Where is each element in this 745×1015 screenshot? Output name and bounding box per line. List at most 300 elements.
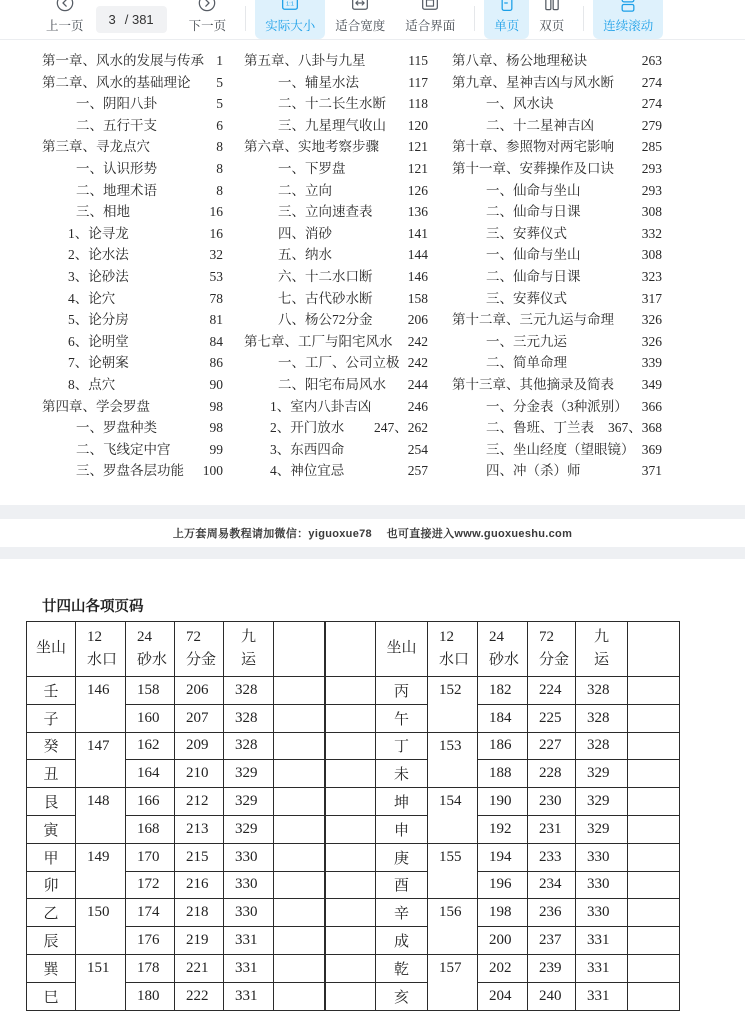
toc-entry-title: 第一章、风水的发展与传承 xyxy=(42,53,204,68)
table-cell: 221 xyxy=(175,954,224,982)
toc-entry-title: 第七章、工厂与阳宅风水 xyxy=(244,333,393,349)
toc-entry-page: 285 xyxy=(641,139,662,155)
table-cell: 巽 xyxy=(27,954,76,982)
table-cell: 艮 xyxy=(27,788,76,816)
toc-entry-page: 308 xyxy=(641,204,662,220)
toc-entry-page: 158 xyxy=(407,290,428,306)
toc-entry xyxy=(244,223,428,245)
toc-entry xyxy=(452,460,662,482)
table-cell: 149 xyxy=(76,843,126,899)
table-cell: 丑 xyxy=(27,760,76,788)
toc-entry-title: 第四章、学会罗盘 xyxy=(42,398,150,414)
toc-entry xyxy=(42,309,223,331)
fit-width-label: 适合宽度 xyxy=(335,19,386,33)
fit-width-arrows-icon xyxy=(350,0,370,13)
table-row xyxy=(27,982,325,1010)
table-cell: 331 xyxy=(576,954,628,982)
page-gap xyxy=(0,547,745,559)
toc-entry-title: 一、分金表（3种派别） xyxy=(486,398,628,414)
table-empty-cell xyxy=(274,815,325,843)
table-row xyxy=(27,760,325,788)
table-cell: 215 xyxy=(175,843,224,871)
table-cell: 331 xyxy=(224,927,274,955)
toc-entry-title: 三、九星理气收山 xyxy=(278,117,386,133)
toc-entry-page: 136 xyxy=(407,204,428,220)
table-empty-cell xyxy=(274,899,325,927)
table-column-header: 72 分金 xyxy=(528,622,576,677)
toc-entry-title: 第十二章、三元九运与命理 xyxy=(452,312,614,328)
chevron-left-circle-icon xyxy=(55,0,75,13)
table-cell: 329 xyxy=(224,815,274,843)
table-row xyxy=(326,954,680,982)
table-empty-cell xyxy=(628,927,680,955)
table-cell: 213 xyxy=(175,815,224,843)
table-empty-cell xyxy=(274,677,325,705)
table-cell: 210 xyxy=(175,760,224,788)
fit-window-button[interactable] xyxy=(395,0,465,39)
toc-entry-page: 323 xyxy=(641,268,662,284)
table-cell: 240 xyxy=(528,982,576,1010)
svg-text:1:1: 1:1 xyxy=(286,1,295,8)
table-row xyxy=(326,788,680,816)
toc-entry-page: 279 xyxy=(641,117,662,133)
toc-entry-page: 326 xyxy=(641,333,662,349)
table-cell: 146 xyxy=(76,677,126,733)
prev-page-label: 上一页 xyxy=(46,19,84,33)
toc-entry-title: 4、神位宜忌 xyxy=(270,463,345,479)
table-empty-cell xyxy=(274,843,325,871)
table-cell: 328 xyxy=(576,732,628,760)
continuous-scroll-button[interactable] xyxy=(593,0,663,39)
table-empty-cell xyxy=(326,815,376,843)
toc-entry xyxy=(244,417,428,439)
toc-entry-title: 三、坐山经度（望眼镜） xyxy=(486,441,635,457)
table-empty-cell xyxy=(274,871,325,899)
toc-entry-page: 366 xyxy=(641,398,662,414)
toc-entry xyxy=(42,93,223,115)
toc-entry xyxy=(244,136,428,158)
table-empty-cell xyxy=(326,732,376,760)
toc-entry xyxy=(42,396,223,418)
double-page-button[interactable] xyxy=(529,0,574,39)
table-cell: 186 xyxy=(478,732,528,760)
table-cell: 222 xyxy=(175,982,224,1010)
table-cell: 225 xyxy=(528,704,576,732)
table-row xyxy=(326,815,680,843)
table-cell: 未 xyxy=(376,760,428,788)
actual-size-button[interactable] xyxy=(255,0,325,39)
table-cell: 331 xyxy=(224,982,274,1010)
table-column-header: 坐山 xyxy=(376,622,428,677)
watermark-text: 上万套周易教程请加微信：yiguoxue78 也可直接进入www.guoxueshu.com xyxy=(172,528,573,540)
toc-entry-title: 二、地理术语 xyxy=(76,182,157,198)
toc-entry xyxy=(452,374,662,396)
table-row xyxy=(27,677,325,705)
toc-entry-title: 1、室内八卦吉凶 xyxy=(270,398,372,414)
table-cell: 成 xyxy=(376,927,428,955)
table-cell: 239 xyxy=(528,954,576,982)
toc-entry-page: 8 xyxy=(216,160,223,176)
table-cell: 162 xyxy=(126,732,175,760)
toc-entry xyxy=(244,180,428,202)
table-row xyxy=(27,704,325,732)
toc-entry xyxy=(42,201,223,223)
table-row xyxy=(27,927,325,955)
toc-entry-page: 257 xyxy=(407,463,428,479)
toc-column-2 xyxy=(244,50,428,482)
table-cell: 330 xyxy=(224,843,274,871)
toc-entry-title: 8、点穴 xyxy=(68,376,116,392)
toc-entry xyxy=(42,136,223,158)
toc-entry-title: 第十一章、安葬操作及口诀 xyxy=(452,160,614,176)
table-empty-cell xyxy=(628,704,680,732)
table-column-header: 24 砂水 xyxy=(126,622,175,677)
table-cell: 乾 xyxy=(376,954,428,982)
table-cell: 147 xyxy=(76,732,126,788)
toc-entry-page: 99 xyxy=(209,441,223,457)
table-cell: 157 xyxy=(428,954,478,1010)
table-cell: 156 xyxy=(428,899,478,955)
table-empty-header xyxy=(326,622,376,677)
toc-entry-title: 3、论砂法 xyxy=(68,268,129,284)
toc-entry-title: 四、冲（杀）师 xyxy=(486,463,581,479)
table-cell: 丙 xyxy=(376,677,428,705)
table-column-header: 九 运 xyxy=(576,622,628,677)
toc-entry-title: 2、论水法 xyxy=(68,247,129,263)
toc-entry xyxy=(42,352,223,374)
toc-entry xyxy=(42,288,223,310)
toc-entry xyxy=(244,266,428,288)
table-cell: 176 xyxy=(126,927,175,955)
toc-entry-title: 二、十二星神吉凶 xyxy=(486,117,594,133)
toc-entry-title: 二、立向 xyxy=(278,182,332,198)
single-page-button[interactable] xyxy=(484,0,529,39)
table-cell: 寅 xyxy=(27,815,76,843)
table-row xyxy=(326,843,680,871)
toc-entry xyxy=(244,72,428,94)
table-cell: 330 xyxy=(576,871,628,899)
toc-entry xyxy=(244,50,428,72)
toc-entry-page: 339 xyxy=(641,355,662,371)
table-cell: 200 xyxy=(478,927,528,955)
document-page-table xyxy=(0,559,745,1015)
toc-entry-page: 32 xyxy=(209,247,223,263)
table-cell: 204 xyxy=(478,982,528,1010)
double-page-label: 双页 xyxy=(539,19,565,33)
table-empty-cell xyxy=(274,732,325,760)
table-cell: 233 xyxy=(528,843,576,871)
toc-entry xyxy=(452,396,662,418)
document-page-toc xyxy=(0,40,745,505)
table-row xyxy=(326,677,680,705)
toc-entry xyxy=(42,331,223,353)
table-cell: 巳 xyxy=(27,982,76,1010)
table-column-header: 72 分金 xyxy=(175,622,224,677)
toc-entry xyxy=(244,309,428,331)
toc-entry xyxy=(452,439,662,461)
toc-entry xyxy=(244,93,428,115)
table-cell: 328 xyxy=(576,704,628,732)
toc-entry-title: 1、论寻龙 xyxy=(68,225,129,241)
toc-entry-page: 371 xyxy=(641,463,662,479)
toc-entry-title: 5、论分房 xyxy=(68,312,129,328)
table-empty-cell xyxy=(628,788,680,816)
toc-entry-page: 120 xyxy=(407,117,428,133)
table-cell: 329 xyxy=(576,788,628,816)
toc-entry-page: 98 xyxy=(209,420,223,436)
table-cell: 甲 xyxy=(27,843,76,871)
table-row xyxy=(27,899,325,927)
toc-entry xyxy=(42,374,223,396)
toc-entry xyxy=(452,417,662,439)
table-empty-cell xyxy=(628,732,680,760)
table-row xyxy=(326,732,680,760)
toc-entry-page: 244 xyxy=(407,376,428,392)
table-cell: 227 xyxy=(528,732,576,760)
table-cell: 328 xyxy=(224,732,274,760)
toc-entry-page: 16 xyxy=(209,225,223,241)
table-cell: 330 xyxy=(576,843,628,871)
table-cell: 178 xyxy=(126,954,175,982)
toc-entry xyxy=(42,158,223,180)
mountain-table-right xyxy=(325,621,680,1011)
toc-entry xyxy=(452,136,662,158)
table-cell: 庚 xyxy=(376,843,428,871)
toc-entry xyxy=(244,288,428,310)
toc-entry-page: 1 xyxy=(216,53,223,68)
table-cell: 219 xyxy=(175,927,224,955)
table-cell: 202 xyxy=(478,954,528,982)
table-cell: 218 xyxy=(175,899,224,927)
continuous-scroll-label: 连续滚动 xyxy=(603,19,654,33)
toc-column-1 xyxy=(42,50,223,482)
toc-entry-title: 一、仙命与坐山 xyxy=(486,182,581,198)
toc-entry-page: 16 xyxy=(209,204,223,220)
table-empty-cell xyxy=(628,982,680,1010)
toc-entry xyxy=(42,460,223,482)
table-column-header: 12 水口 xyxy=(76,622,126,677)
reader-toolbar xyxy=(0,0,745,40)
double-page-icon xyxy=(542,0,562,13)
toc-entry-page: 146 xyxy=(407,268,428,284)
stacked-pages-icon xyxy=(618,0,638,13)
table-cell: 158 xyxy=(126,677,175,705)
table-cell: 212 xyxy=(175,788,224,816)
toolbar-divider xyxy=(583,6,584,31)
table-title: 廿四山各项页码 xyxy=(42,599,144,615)
toc-entry xyxy=(452,352,662,374)
table-row xyxy=(27,871,325,899)
table-cell: 207 xyxy=(175,704,224,732)
toc-entry xyxy=(42,50,223,72)
toc-entry xyxy=(244,201,428,223)
table-cell: 151 xyxy=(76,954,126,1010)
table-empty-cell xyxy=(326,954,376,982)
table-row xyxy=(27,843,325,871)
table-cell: 216 xyxy=(175,871,224,899)
table-cell: 166 xyxy=(126,788,175,816)
toc-entry-page: 144 xyxy=(407,247,428,263)
table-cell: 癸 xyxy=(27,732,76,760)
toc-column-3 xyxy=(452,50,662,482)
table-empty-cell xyxy=(326,704,376,732)
toc-entry xyxy=(42,223,223,245)
toc-entry-title: 一、辅星水法 xyxy=(278,74,359,90)
toc-entry-page: 86 xyxy=(209,355,223,371)
toc-entry xyxy=(452,72,662,94)
toc-entry-page: 317 xyxy=(641,290,662,306)
toc-entry xyxy=(452,158,662,180)
toc-entry xyxy=(42,266,223,288)
toc-entry xyxy=(42,244,223,266)
toc-entry-page: 8 xyxy=(216,182,223,198)
toc-entry xyxy=(452,266,662,288)
next-page-button[interactable] xyxy=(179,0,237,39)
toc-entry-title: 第三章、寻龙点穴 xyxy=(42,139,150,155)
toc-entry xyxy=(42,417,223,439)
toc-entry-title: 二、鲁班、丁兰表 xyxy=(486,420,594,436)
table-row xyxy=(326,871,680,899)
toc-entry-title: 第十章、参照物对两宅影响 xyxy=(452,139,614,155)
table-cell: 申 xyxy=(376,815,428,843)
fit-window-box-icon xyxy=(420,0,440,13)
table-cell: 168 xyxy=(126,815,175,843)
table-cell: 230 xyxy=(528,788,576,816)
table-cell: 丁 xyxy=(376,732,428,760)
table-cell: 234 xyxy=(528,871,576,899)
toc-entry-title: 4、论穴 xyxy=(68,290,116,306)
toc-entry-title: 三、安葬仪式 xyxy=(486,225,567,241)
table-cell: 331 xyxy=(576,982,628,1010)
table-empty-cell xyxy=(628,815,680,843)
toc-entry-title: 三、罗盘各层功能 xyxy=(76,463,184,479)
toc-entry-title: 四、消砂 xyxy=(278,225,332,241)
toc-entry-page: 117 xyxy=(408,74,428,90)
table-empty-cell xyxy=(326,760,376,788)
chevron-right-circle-icon xyxy=(197,0,217,13)
toc-entry-page: 100 xyxy=(202,463,223,479)
toc-entry xyxy=(42,439,223,461)
toc-entry-title: 一、工厂、公司立极 xyxy=(278,355,400,371)
fit-width-button[interactable] xyxy=(325,0,395,39)
toc-entry-page: 247、262 xyxy=(374,420,428,436)
toc-entry-title: 一、罗盘种类 xyxy=(76,420,157,436)
table-cell: 329 xyxy=(576,760,628,788)
table-column-header: 12 水口 xyxy=(428,622,478,677)
toc-entry-title: 第二章、风水的基础理论 xyxy=(42,74,191,90)
toc-entry xyxy=(452,180,662,202)
table-cell: 330 xyxy=(224,899,274,927)
toc-entry xyxy=(42,180,223,202)
table-row xyxy=(326,704,680,732)
toc-entry xyxy=(244,396,428,418)
table-cell: 坤 xyxy=(376,788,428,816)
table-cell: 亥 xyxy=(376,982,428,1010)
toc-entry-page: 118 xyxy=(408,96,428,112)
table-empty-cell xyxy=(628,843,680,871)
table-cell: 330 xyxy=(576,899,628,927)
toc-entry-title: 第九章、星神吉凶与风水断 xyxy=(452,74,614,90)
table-empty-cell xyxy=(274,760,325,788)
toc-entry xyxy=(244,115,428,137)
toc-entry xyxy=(244,331,428,353)
table-cell: 331 xyxy=(224,954,274,982)
table-cell: 辛 xyxy=(376,899,428,927)
single-page-icon xyxy=(497,0,517,13)
table-cell: 194 xyxy=(478,843,528,871)
table-cell: 子 xyxy=(27,704,76,732)
toc-entry-title: 一、三元九运 xyxy=(486,333,567,349)
toc-entry xyxy=(244,439,428,461)
toc-entry-title: 五、纳水 xyxy=(278,247,332,263)
table-empty-cell xyxy=(628,871,680,899)
toc-entry-page: 141 xyxy=(407,225,428,241)
toc-entry-title: 七、古代砂水断 xyxy=(278,290,373,306)
toc-entry xyxy=(452,115,662,137)
toolbar-divider xyxy=(245,6,246,31)
table-cell: 150 xyxy=(76,899,126,955)
toc-entry-title: 二、仙命与日课 xyxy=(486,204,581,220)
table-empty-cell xyxy=(326,927,376,955)
toc-entry-title: 第八章、杨公地理秘诀 xyxy=(452,53,587,68)
table-empty-cell xyxy=(326,899,376,927)
toc-entry-title: 第十三章、其他摘录及简表 xyxy=(452,376,614,392)
table-cell: 328 xyxy=(224,677,274,705)
table-column-header: 24 砂水 xyxy=(478,622,528,677)
toc-entry-title: 一、风水诀 xyxy=(486,96,554,112)
table-cell: 152 xyxy=(428,677,478,733)
page-number-input[interactable] xyxy=(96,6,167,33)
table-empty-cell xyxy=(628,899,680,927)
toc-entry-page: 121 xyxy=(407,160,428,176)
toc-entry xyxy=(42,115,223,137)
toc-entry-title: 二、仙命与日课 xyxy=(486,268,581,284)
prev-page-button[interactable] xyxy=(36,0,94,39)
toc-entry-page: 5 xyxy=(216,74,223,90)
toc-entry-page: 308 xyxy=(641,247,662,263)
toc-entry-page: 53 xyxy=(209,268,223,284)
mountain-page-tables xyxy=(26,621,680,1011)
table-empty-cell xyxy=(628,954,680,982)
toc-entry-page: 5 xyxy=(216,96,223,112)
toc-entry xyxy=(42,72,223,94)
table-empty-header xyxy=(628,622,680,677)
toc-entry-page: 115 xyxy=(408,53,428,68)
toc-entry-page: 332 xyxy=(641,225,662,241)
page-current-value[interactable]: 3 xyxy=(108,12,116,27)
one-to-one-icon xyxy=(280,0,300,13)
toc-entry-title: 二、十二长生水断 xyxy=(278,96,386,112)
toc-entry-title: 二、飞线定中宫 xyxy=(76,441,171,457)
toc-entry-title: 三、立向速查表 xyxy=(278,204,373,220)
toc-entry xyxy=(452,50,662,72)
mountain-table-left xyxy=(26,621,325,1011)
toc-entry-page: 246 xyxy=(407,398,428,414)
toc-entry-page: 367、368 xyxy=(608,420,662,436)
toc-entry xyxy=(244,244,428,266)
table-cell: 224 xyxy=(528,677,576,705)
toc-entry-title: 三、安葬仪式 xyxy=(486,290,567,306)
toc-entry-page: 274 xyxy=(641,74,662,90)
toc-entry xyxy=(244,460,428,482)
toc-entry-page: 263 xyxy=(641,53,662,68)
table-cell: 酉 xyxy=(376,871,428,899)
toc-entry-page: 242 xyxy=(407,355,428,371)
toc-entry-title: 一、仙命与坐山 xyxy=(486,247,581,263)
watermark-strip xyxy=(0,519,745,547)
toc-entry xyxy=(452,201,662,223)
toc-entry xyxy=(244,374,428,396)
